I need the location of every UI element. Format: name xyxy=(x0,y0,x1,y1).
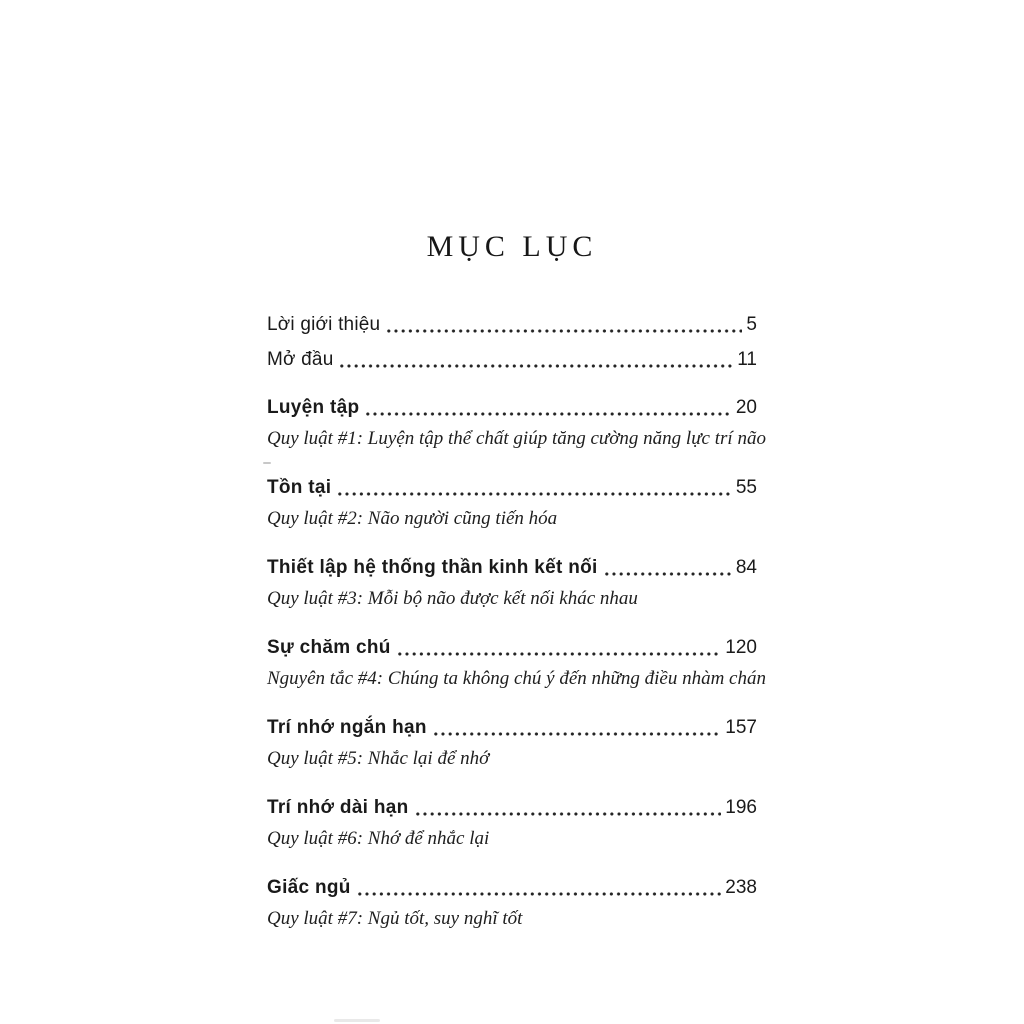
toc-entry xyxy=(267,395,757,421)
toc-entry-label: Giấc ngủ xyxy=(267,877,351,898)
toc-chapter xyxy=(267,795,757,854)
toc-entry xyxy=(267,635,757,661)
toc-chapter xyxy=(267,635,766,694)
dot-leader xyxy=(387,329,742,333)
toc-entry-label: Thiết lập hệ thống thần kinh kết nối xyxy=(267,557,598,578)
toc-chapter-subtitle: Quy luật #5: Nhắc lại để nhớ xyxy=(267,748,490,769)
dot-leader xyxy=(358,892,722,896)
toc-chapter-subtitle: Quy luật #2: Não người cũng tiến hóa xyxy=(267,508,558,529)
toc-entry-page: 157 xyxy=(725,717,757,738)
toc-chapter xyxy=(267,555,757,614)
toc-entry-page: 84 xyxy=(735,557,757,578)
toc-entry-label: Tồn tại xyxy=(267,477,332,498)
toc-entry-page: 5 xyxy=(746,314,757,335)
toc-chapter xyxy=(267,875,757,934)
toc-chapter-subtitle: Quy luật #7: Ngủ tốt, suy nghĩ tốt xyxy=(267,908,523,929)
dot-leader xyxy=(338,492,731,496)
toc-entry-label: Mở đầu xyxy=(267,349,334,370)
toc-entry-page: 11 xyxy=(737,349,757,370)
toc-entry xyxy=(267,312,757,338)
toc-entry-label: Trí nhớ ngắn hạn xyxy=(267,717,427,738)
toc-entry-label: Lời giới thiệu xyxy=(267,314,381,335)
dot-leader xyxy=(416,812,722,816)
toc-front-matter xyxy=(267,312,757,373)
toc-entry-label: Luyện tập xyxy=(267,397,360,418)
toc-chapter-subtitle: Nguyên tắc #4: Chúng ta không chú ý đến những điều nhàm chán xyxy=(267,668,766,689)
toc-entry xyxy=(267,475,757,501)
toc-chapter-subtitle: Quy luật #1: Luyện tập thể chất giúp tăng cường năng lực trí não xyxy=(267,428,766,449)
toc-chapter xyxy=(267,715,757,774)
toc-entry xyxy=(267,715,757,741)
toc-entry-page: 238 xyxy=(725,877,757,898)
scan-artifact-dash xyxy=(263,462,271,464)
toc-entry-page: 120 xyxy=(725,637,757,658)
page-title: MỤC LỤC xyxy=(426,230,598,264)
toc-chapter-subtitle: Quy luật #3: Mỗi bộ não được kết nối khác nhau xyxy=(267,588,638,609)
toc-entry xyxy=(267,795,757,821)
toc-entry xyxy=(267,347,757,373)
toc-entry-page: 20 xyxy=(735,397,757,418)
toc-entry-label: Trí nhớ dài hạn xyxy=(267,797,409,818)
dot-leader xyxy=(434,732,722,736)
toc-entry xyxy=(267,555,757,581)
toc-chapter xyxy=(267,395,766,454)
toc-chapters xyxy=(267,395,766,934)
toc-entry xyxy=(267,875,757,901)
dot-leader xyxy=(605,572,732,576)
dot-leader xyxy=(366,412,731,416)
toc-entry-page: 55 xyxy=(735,477,757,498)
dot-leader xyxy=(398,652,722,656)
toc-chapter xyxy=(267,475,757,534)
toc-entry-page: 196 xyxy=(725,797,757,818)
dot-leader xyxy=(340,364,733,368)
toc-entry-label: Sự chăm chú xyxy=(267,637,391,658)
toc-chapter-subtitle: Quy luật #6: Nhớ để nhắc lại xyxy=(267,828,490,849)
toc-list xyxy=(267,312,766,955)
scan-artifact-smudge xyxy=(334,1019,380,1022)
